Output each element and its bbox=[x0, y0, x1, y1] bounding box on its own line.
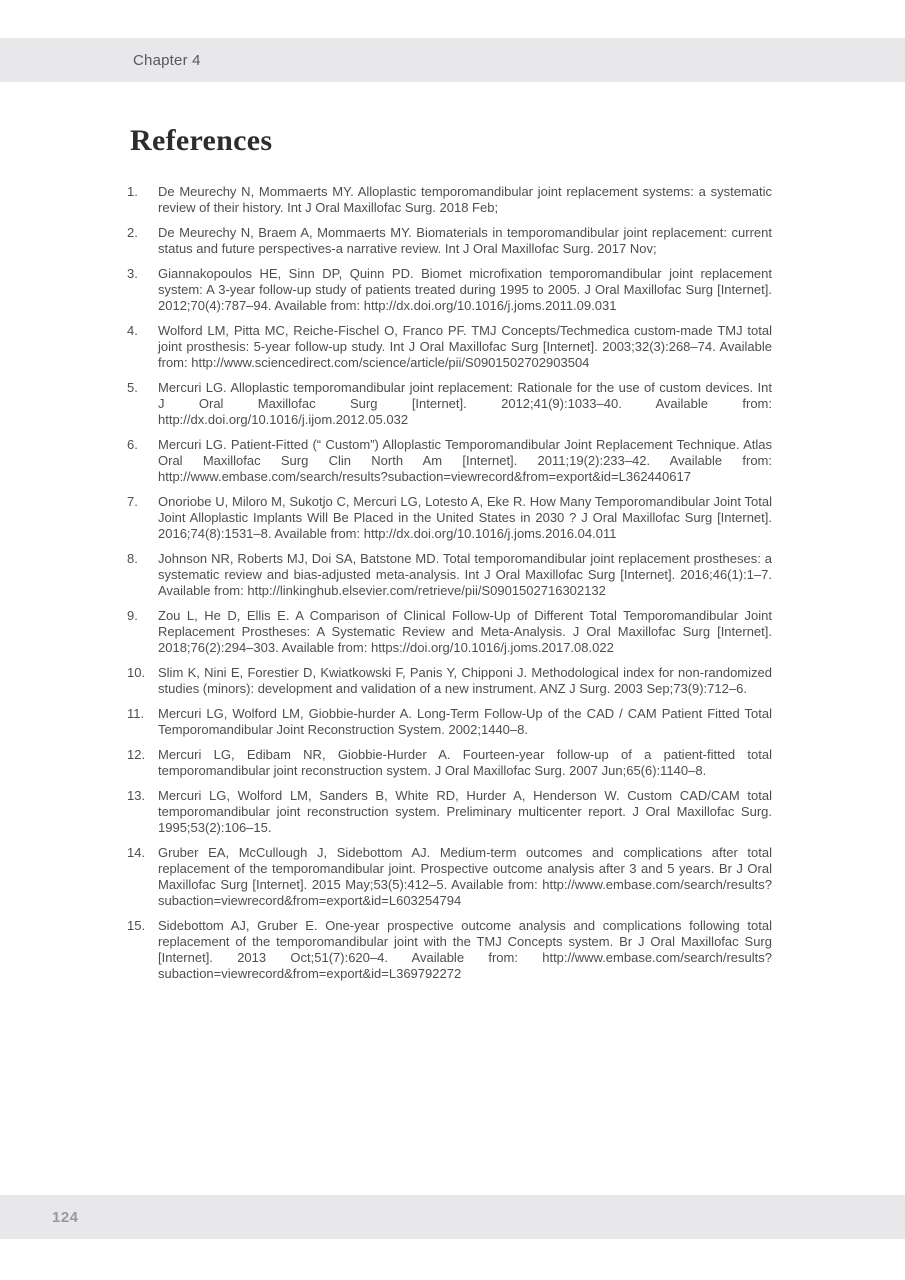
reference-item bbox=[127, 747, 772, 779]
reference-number: 8. bbox=[127, 551, 138, 566]
reference-item bbox=[127, 788, 772, 836]
reference-text: Mercuri LG. Alloplastic temporomandibular joint replacement: Rationale for the use of custom devices. Int J Oral Maxillofac Surg [Internet]. 2012;41(9):1033–40. Available from: http://dx.doi.org/10.1016/j.ijom.2012.05.032 bbox=[158, 380, 772, 427]
reference-number: 5. bbox=[127, 380, 138, 395]
reference-number: 3. bbox=[127, 266, 138, 281]
reference-number: 11. bbox=[127, 706, 145, 721]
reference-item bbox=[127, 918, 772, 982]
reference-number: 14. bbox=[127, 845, 146, 860]
reference-text: Mercuri LG. Patient-Fitted (“ Custom”) Alloplastic Temporomandibular Joint Replacement Technique. Atlas Oral Maxillofac Surg Clin North Am [Internet]. 2011;19(2):233–42. Available from: http://www.embase.com/search/results?subaction=viewrecord&from=export&id=L362440617 bbox=[158, 437, 772, 484]
reference-item bbox=[127, 323, 772, 371]
reference-text: Onoriobe U, Miloro M, Sukotjo C, Mercuri LG, Lotesto A, Eke R. How Many Temporomandibular Joint Total Joint Alloplastic Implants Will Be Placed in the United States in 2030 ? J Oral Maxillofac Surg [Internet]. 2016;74(8):1531–8. Available from: http://dx.doi.org/10.1016/j.joms.2016.04.011 bbox=[158, 494, 772, 541]
chapter-header-band bbox=[0, 38, 905, 82]
reference-text: De Meurechy N, Mommaerts MY. Alloplastic temporomandibular joint replacement systems: a systematic review of their history. Int J Oral Maxillofac Surg. 2018 Feb; bbox=[158, 184, 772, 215]
reference-text: Mercuri LG, Edibam NR, Giobbie-Hurder A. Fourteen-year follow-up of a patient-fitted total temporomandibular joint reconstruction system. J Oral Maxillofac Surg. 2007 Jun;65(6):1140–8. bbox=[158, 747, 772, 778]
reference-text: Wolford LM, Pitta MC, Reiche-Fischel O, Franco PF. TMJ Concepts/Techmedica custom-made TMJ total joint prosthesis: 5-year follow-up study. Int J Oral Maxillofac Surg [Internet]. 2003;32(3):268–74. Available from: http://www.sciencedirect.com/science/article/pii/S0901502702903504 bbox=[158, 323, 772, 370]
reference-item bbox=[127, 706, 772, 738]
reference-item bbox=[127, 845, 772, 909]
reference-number: 1. bbox=[127, 184, 138, 199]
reference-item bbox=[127, 380, 772, 428]
page-number: 124 bbox=[52, 1208, 79, 1226]
reference-text: Slim K, Nini E, Forestier D, Kwiatkowski F, Panis Y, Chipponi J. Methodological index for non-randomized studies (minors): development and validation of a new instrument. ANZ J Surg. 2003 Sep;73(9):712–6. bbox=[158, 665, 772, 696]
reference-text: Mercuri LG, Wolford LM, Giobbie-hurder A. Long-Term Follow-Up of the CAD / CAM Patient Fitted Total Temporomandibular Joint Reconstruction System. 2002;1440–8. bbox=[158, 706, 772, 737]
reference-number: 9. bbox=[127, 608, 138, 623]
page-title: References bbox=[130, 124, 273, 157]
reference-text: Johnson NR, Roberts MJ, Doi SA, Batstone MD. Total temporomandibular joint replacement prostheses: a systematic review and bias-adjusted meta-analysis. Int J Oral Maxillofac Surg [Internet]. 2016;46(1):1–7. Available from: http://linkinghub.elsevier.com/retrieve/pii/S0901502716302132 bbox=[158, 551, 772, 598]
reference-number: 2. bbox=[127, 225, 138, 240]
reference-item bbox=[127, 494, 772, 542]
reference-item bbox=[127, 665, 772, 697]
reference-item bbox=[127, 266, 772, 314]
reference-number: 13. bbox=[127, 788, 146, 803]
reference-text: De Meurechy N, Braem A, Mommaerts MY. Biomaterials in temporomandibular joint replacement: current status and future perspectives-a narrative review. Int J Oral Maxillofac Surg. 2017 Nov; bbox=[158, 225, 772, 256]
reference-number: 7. bbox=[127, 494, 138, 509]
reference-text: Zou L, He D, Ellis E. A Comparison of Clinical Follow-Up of Different Total Temporomandibular Joint Replacement Prostheses: A Systematic Review and Meta-Analysis. J Oral Maxillofac Surg [Internet]. 2018;76(2):294–303. Available from: https://doi.org/10.1016/j.joms.2017.08.022 bbox=[158, 608, 772, 655]
reference-number: 6. bbox=[127, 437, 138, 452]
reference-item bbox=[127, 225, 772, 257]
reference-item bbox=[127, 551, 772, 599]
reference-text: Mercuri LG, Wolford LM, Sanders B, White RD, Hurder A, Henderson W. Custom CAD/CAM total temporomandibular joint reconstruction system. Preliminary multicenter report. J Oral Maxillofac Surg. 1995;53(2):106–15. bbox=[158, 788, 772, 835]
reference-text: Giannakopoulos HE, Sinn DP, Quinn PD. Biomet microfixation temporomandibular joint replacement system: A 3-year follow-up study of patients treated during 1995 to 2005. J Oral Maxillofac Surg [Internet]. 2012;70(4):787–94. Available from: http://dx.doi.org/10.1016/j.joms.2011.09.031 bbox=[158, 266, 772, 313]
reference-item bbox=[127, 608, 772, 656]
reference-number: 10. bbox=[127, 665, 146, 680]
reference-text: Gruber EA, McCullough J, Sidebottom AJ. Medium-term outcomes and complications after total replacement of the temporomandibular joint. Prospective outcome analysis after 3 and 5 years. Br J Oral Maxillofac Surg [Internet]. 2015 May;53(5):412–5. Available from: http://www.embase.com/search/results?subaction=viewrecord&from=export&id=L603254794 bbox=[158, 845, 772, 908]
chapter-label: Chapter 4 bbox=[133, 51, 201, 69]
reference-number: 4. bbox=[127, 323, 138, 338]
references-list bbox=[127, 184, 772, 982]
page-content bbox=[127, 122, 772, 991]
reference-item bbox=[127, 184, 772, 216]
reference-number: 15. bbox=[127, 918, 146, 933]
reference-text: Sidebottom AJ, Gruber E. One-year prospective outcome analysis and complications following total replacement of the temporomandibular joint with the TMJ Concepts system. Br J Oral Maxillofac Surg [Internet]. 2013 Oct;51(7):620–4. Available from: http://www.embase.com/search/results?subaction=viewrecord&from=export&id=L369792272 bbox=[158, 918, 772, 981]
page-footer-band bbox=[0, 1195, 905, 1239]
reference-number: 12. bbox=[127, 747, 146, 762]
reference-item bbox=[127, 437, 772, 485]
